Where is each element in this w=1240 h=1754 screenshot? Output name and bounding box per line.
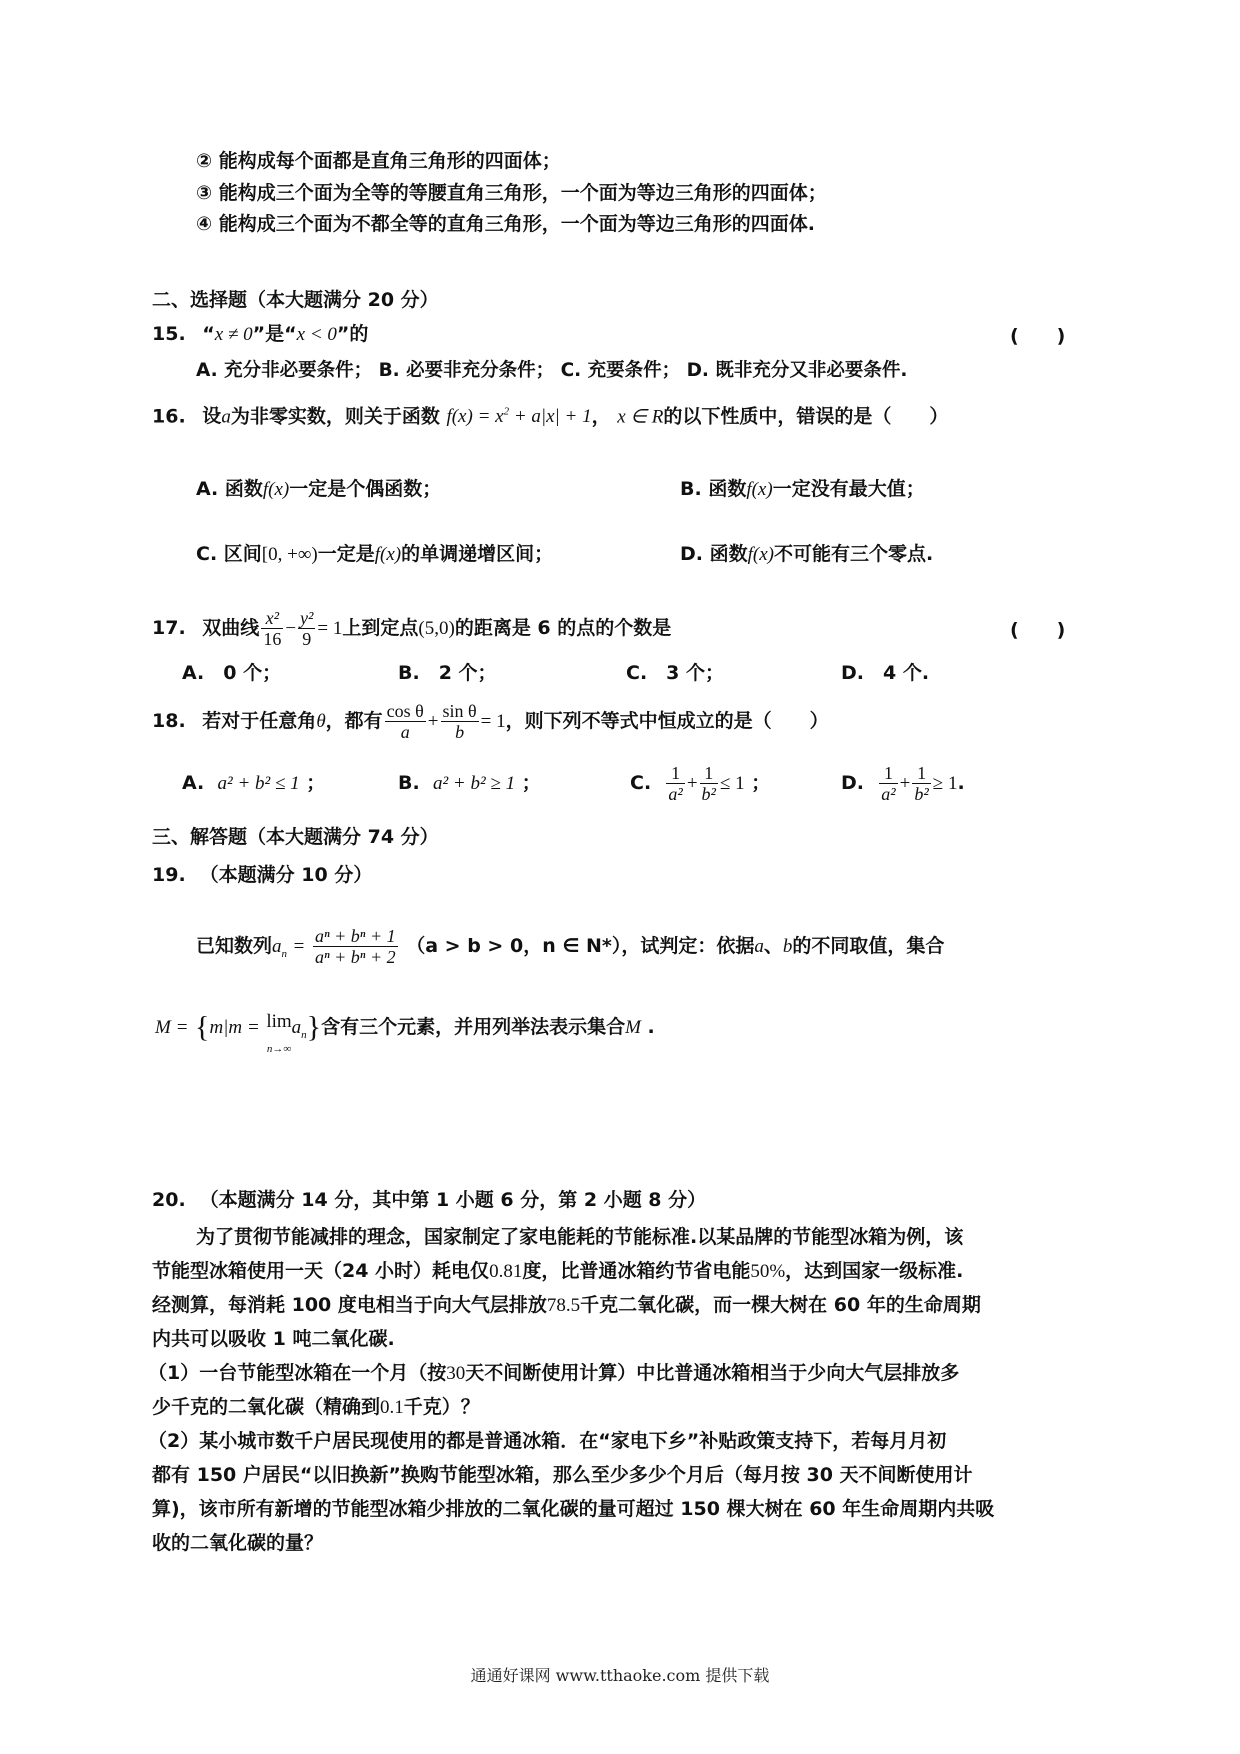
section-2-heading: 二、选择题（本大题满分 20 分）	[152, 289, 439, 311]
question-18-option-d: D. $\frac{1}{\text{a²}}$ + $\frac{1}{\text{b²}}$ ≥ 1.	[841, 763, 965, 804]
question-18-option-b: B. a² + b² ≥ 1 ；	[398, 772, 541, 794]
question-15-options: A. 充分非必要条件； B. 必要非充分条件； C. 充要条件； D. 既非充分又非必要条件.	[196, 360, 908, 381]
question-17-option-b: B. 2 个；	[398, 662, 497, 684]
question-19-line-2: M = {m|m = lim n→∞ $a_n$}含有三个元素，并用列举法表示集合M .	[155, 1010, 655, 1055]
item-2: ② 能构成每个面都是直角三角形的四面体；	[196, 150, 561, 172]
fraction: $\frac{\text{aⁿ + bⁿ + 1}}{\text{aⁿ + bⁿ + 2}}$	[314, 926, 396, 967]
question-number: 20.	[152, 1189, 186, 1211]
question-20-header: 20. （本题满分 14 分，其中第 1 小题 6 分，第 2 小题 8 分）	[152, 1189, 707, 1211]
question-20-para-4: 内共可以吸收 1 吨二氧化碳.	[152, 1328, 395, 1350]
question-20-sub-1: （1）一台节能型冰箱在一个月（按30天不间断使用计算）中比普通冰箱相当于少向大气层排放多	[148, 1362, 960, 1384]
fraction: $\frac{\text{y²}}{9}$	[300, 608, 314, 649]
question-number: 16.	[152, 405, 186, 428]
question-20-para-3: 经测算，每消耗 100 度电相当于向大气层排放78.5千克二氧化碳，而一棵大树在 60 年的生命周期	[152, 1294, 981, 1316]
question-19-header: 19. （本题满分 10 分）	[152, 864, 373, 886]
question-17: 17. 双曲线 $\frac{\text{x²}}{16}$ − $\frac{\text{y²}}{9}$ = 1上到定点(5,0)的距离是 6 的点的个数是	[152, 608, 672, 649]
question-20-para-2: 节能型冰箱使用一天（24 小时）耗电仅0.81度，比普通冰箱约节省电能50%，达到国家一级标准.	[152, 1260, 964, 1282]
answer-paren: ( )	[1010, 619, 1066, 641]
math: $f(x) = x^2 + a|x| + 1$	[446, 406, 592, 428]
question-number: 15.	[152, 323, 186, 345]
question-16: 16. 设a为非零实数，则关于函数 $f(x) = x^2 + a|x| + 1$， x ∈ R的以下性质中，错误的是（ ）	[152, 405, 949, 428]
question-16-option-a: A. 函数f(x)一定是个偶函数；	[196, 478, 442, 500]
question-16-option-c: C. 区间[0, +∞)一定是f(x)的单调递增区间；	[196, 543, 554, 565]
question-number: 18.	[152, 710, 186, 732]
question-20-sub-2-line-4: 收的二氧化碳的量？	[152, 1532, 324, 1554]
question-20-para-1: 为了贯彻节能减排的理念，国家制定了家电能耗的节能标准.以某品牌的节能型冰箱为例，该	[196, 1226, 964, 1248]
question-19-line-1: 已知数列$a_n$ = $\frac{\text{aⁿ + bⁿ + 1}}{\text{aⁿ + bⁿ + 2}}$ （a > b > 0，n ∈ N*），试判定：依据a、b的不同取值，集合	[196, 926, 945, 967]
math: x ≠ 0	[214, 324, 253, 345]
fraction: $\frac{\text{x²}}{16}$	[263, 608, 282, 649]
question-20-sub-2-line-2: 都有 150 户居民“以旧换新”换购节能型冰箱，那么至少多少个月后（每月按 30 天不间断使用计	[152, 1464, 973, 1486]
footer-credit: 通通好课网 www.tthaoke.com 提供下载	[470, 1666, 770, 1685]
question-18-option-c: C. $\frac{1}{\text{a²}}$ + $\frac{1}{\text{b²}}$ ≤ 1 ；	[630, 763, 771, 804]
question-20-sub-2: （2）某小城市数千户居民现使用的都是普通冰箱．在“家电下乡”补贴政策支持下，若每月月初	[148, 1430, 947, 1452]
question-20-sub-1-cont: 少千克的二氧化碳（精确到0.1千克）？	[152, 1396, 480, 1418]
question-15: 15. “x ≠ 0”是“x < 0”的	[152, 323, 369, 345]
fraction: $\frac{\text{cos θ}}{a}$	[386, 701, 424, 742]
question-18: 18. 若对于任意角θ，都有 $\frac{\text{cos θ}}{a}$ + $\frac{\text{sin θ}}{b}$ = 1，则下列不等式中恒成立的是（ ）	[152, 701, 829, 742]
question-17-option-d: D. 4 个.	[841, 662, 930, 684]
answer-paren: ( )	[1010, 325, 1066, 347]
item-4: ④ 能构成三个面为不都全等的直角三角形，一个面为等边三角形的四面体.	[196, 213, 815, 235]
question-number: 17.	[152, 617, 186, 639]
question-20-sub-2-line-3: 算)，该市所有新增的节能型冰箱少排放的二氧化碳的量可超过 150 棵大树在 60 年生命周期内共吸	[152, 1498, 995, 1520]
section-3-heading: 三、解答题（本大题满分 74 分）	[152, 826, 439, 848]
question-17-option-c: C. 3 个；	[626, 662, 724, 684]
question-16-option-b: B. 函数f(x)一定没有最大值；	[680, 478, 925, 500]
question-number: 19.	[152, 864, 186, 886]
question-18-option-a: A. a² + b² ≤ 1 ；	[182, 772, 326, 794]
question-17-option-a: A. 0 个；	[182, 662, 282, 684]
question-16-option-d: D. 函数f(x)不可能有三个零点.	[680, 543, 934, 565]
item-3: ③ 能构成三个面为全等的等腰直角三角形，一个面为等边三角形的四面体；	[196, 182, 827, 204]
math: x < 0	[296, 324, 337, 345]
fraction: $\frac{\text{sin θ}}{b}$	[442, 701, 477, 742]
